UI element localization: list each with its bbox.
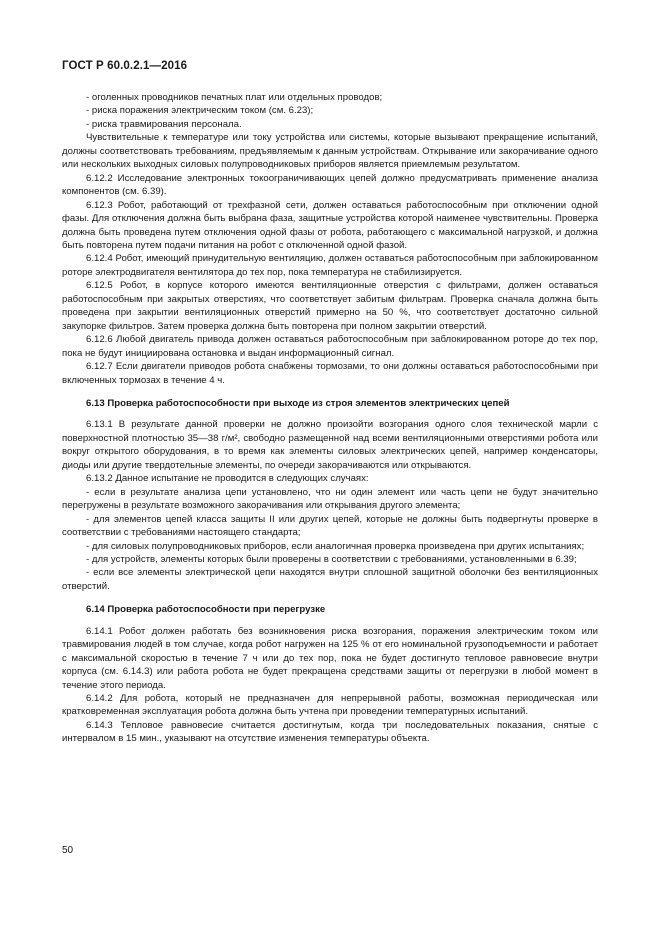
document-body (62, 91, 598, 746)
paragraph: 6.14.3 Тепловое равновесие считается достигнутым, когда три последовательных показания, снятые с интервалом в 15 мин., указывают на отсутствие изменения температуры объекта. (62, 719, 598, 745)
paragraph: - для устройств, элементы которых были проверены в соответствии с требованиями, установленными в 6.39; (86, 553, 577, 565)
paragraph: - риска поражения электрическим током (см. 6.23); (86, 105, 314, 117)
paragraph: - оголенных проводников печатных плат или отдельных проводов; (86, 92, 383, 103)
paragraph: 6.14.1 Робот должен работать без возникновения риска возгорания, поражения электрическим током или травмирования людей в том случае, когда робот нагружен на 125 % от его номинальной грузоподъемности и работает с максимальной скоростью в течение 7 ч или до тех пор, пока не будет достигнуто тепловое равновесие внутри корпуса (см. 6.14.3) или работа робота не будет прекращена средствами защиты от перегрузки в любой момент в течение этого периода. (62, 625, 598, 691)
paragraph: - если все элементы электрической цепи находятся внутри сплошной защитной оболочки без вентиляционных отверстий. (62, 567, 598, 592)
page-number: 50 (62, 845, 74, 856)
paragraph: - для силовых полупроводниковых приборов, если аналогичная проверка произведена при других испытаниях; (86, 540, 585, 552)
paragraph: - для элементов цепей класса защиты II или других цепей, которые не должны быть подвергнуты проверке в соответствии с требованиями настоящего стандарта; (62, 513, 598, 539)
document-header: ГОСТ Р 60.0.2.1—2016 (62, 60, 188, 72)
section-heading: 6.13 Проверка работоспособности при выходе из строя элементов электрических цепей (86, 397, 510, 409)
paragraph: 6.12.6 Любой двигатель привода должен оставаться работоспособным при заблокированном роторе до тех пор, пока не будут инициирована остановка и выдан информационный сигнал. (62, 334, 598, 359)
paragraph: - если в результате анализа цепи установлено, что ни один элемент или часть цепи не будут значительно перегружены в результате возможного закорачивания или открывания другого элемента; (62, 486, 598, 512)
paragraph: Чувствительные к температуре или току устройства или системы, которые вызывают прекращение испытаний, должны соответствовать требованиям, предъявляемым к данным устройствам. Открывание или закорачивание одного или нескольких выходных силовых полупроводниковых приборов является приемлемым результатом. (62, 132, 598, 171)
paragraph: - риска травмирования персонала. (86, 118, 242, 130)
paragraph: 6.12.4 Робот, имеющий принудительную вентиляцию, должен оставаться работоспособным при заблокированном роторе электродвигателя вентилятора до тех пор, пока температура не стабилизируется. (62, 253, 598, 278)
paragraph: 6.14.2 Для робота, который не предназначен для непрерывной работы, возможная периодическая или кратковременная эксплуатация робота должна быть учтена при проведении температурных испытаний. (62, 693, 598, 718)
paragraph: 6.13.2 Данное испытание не проводится в следующих случаях: (86, 473, 369, 485)
paragraph: 6.12.3 Робот, работающий от трехфазной сети, должен оставаться работоспособным при отключении одной фазы. Для отключения должна быть выбрана фаза, защитные устройства которой наименее чувствительны. Проверка должна быть проведена путем отключения одной фазы от робота, работающего с максимальной нагрузкой, и должна быть повторена путем подачи питания на робот с отключенной одной фазой. (62, 199, 598, 251)
paragraph: 6.12.7 Если двигатели приводов робота снабжены тормозами, то они должны оставаться работоспособными при включенных тормозах в течение 4 ч. (62, 361, 598, 386)
paragraph: 6.12.2 Исследование электронных токоограничивающих цепей должно предусматривать применение анализа компонентов (см. 6.39). (62, 172, 598, 198)
paragraph: 6.13.1 В результате данной проверки не должно произойти возгорания одного слоя технической марли с поверхностной плотностью 35—38 г/м², свободно размещенной над всеми вентиляционными отверстиями робота или вокруг открытого оборудования, в то время как элементы силовых электрических цепей, например конденсаторы, диоды или другие твердотельные элементы, по очереди закорачиваются или открываются. (62, 419, 598, 471)
section-heading: 6.14 Проверка работоспособности при перегрузке (86, 604, 326, 616)
paragraph: 6.12.5 Робот, в корпусе которого имеются вентиляционные отверстия с фильтрами, должен оставаться работоспособным при закрытых отверстиях, что соответствует забитым фильтрам. Проверка сначала должна быть проведена при закрытии вентиляционных отверстий примерно на 50 %, что соответствует достаточно сильной закупорке фильтров. Затем проверка должна быть повторена при полном закрытии отверстий. (62, 280, 598, 332)
